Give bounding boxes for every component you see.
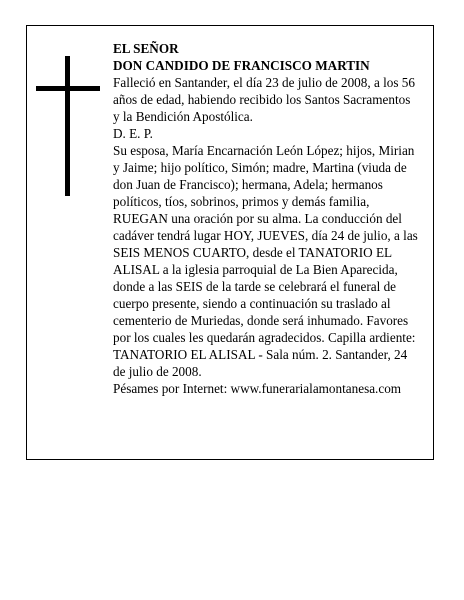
latin-cross-icon bbox=[36, 56, 100, 196]
notice-text bbox=[113, 40, 418, 397]
dep-abbreviation: D. E. P. bbox=[113, 126, 153, 141]
cross-vertical-bar bbox=[65, 56, 70, 196]
death-notice-text: Falleció en Santander, el día 23 de julio de 2008, a los 56 años de edad, habiendo recibido los Santos Sacramentos y la Bendición Apostólica. bbox=[113, 75, 415, 124]
deceased-name: DON CANDIDO DE FRANCISCO MARTIN bbox=[113, 58, 370, 73]
funeral-details: RUEGAN una oración por su alma. La conducción del cadáver tendrá lugar HOY, JUEVES, día 24 de julio, a las SEIS MENOS CUARTO, desde el TANATORIO EL ALISAL a la iglesia parroquial de La Bien Aparecida, donde a las SEIS de la tarde se celebrará el funeral de cuerpo presente, siendo a continuación su traslado al cementerio de Muriedas, donde será inhumado. Favores por los cuales les quedarán agradecidos. Capilla ardiente: TANATORIO EL ALISAL - Sala núm. 2. Santander, 24 de julio de 2008. bbox=[113, 211, 418, 379]
family-list: Su esposa, María Encarnación León López; hijos, Mirian y Jaime; hijo político, Simón; madre, Martina (viuda de don Juan de Francisco); hermana, Adela; hermanos políticos, tíos, sobrinos, primos y demás familia, bbox=[113, 143, 415, 209]
notice-heading: EL SEÑOR bbox=[113, 41, 179, 56]
condolences-line: Pésames por Internet: www.funerarialamontanesa.com bbox=[113, 381, 402, 396]
cross-horizontal-bar bbox=[36, 86, 100, 91]
